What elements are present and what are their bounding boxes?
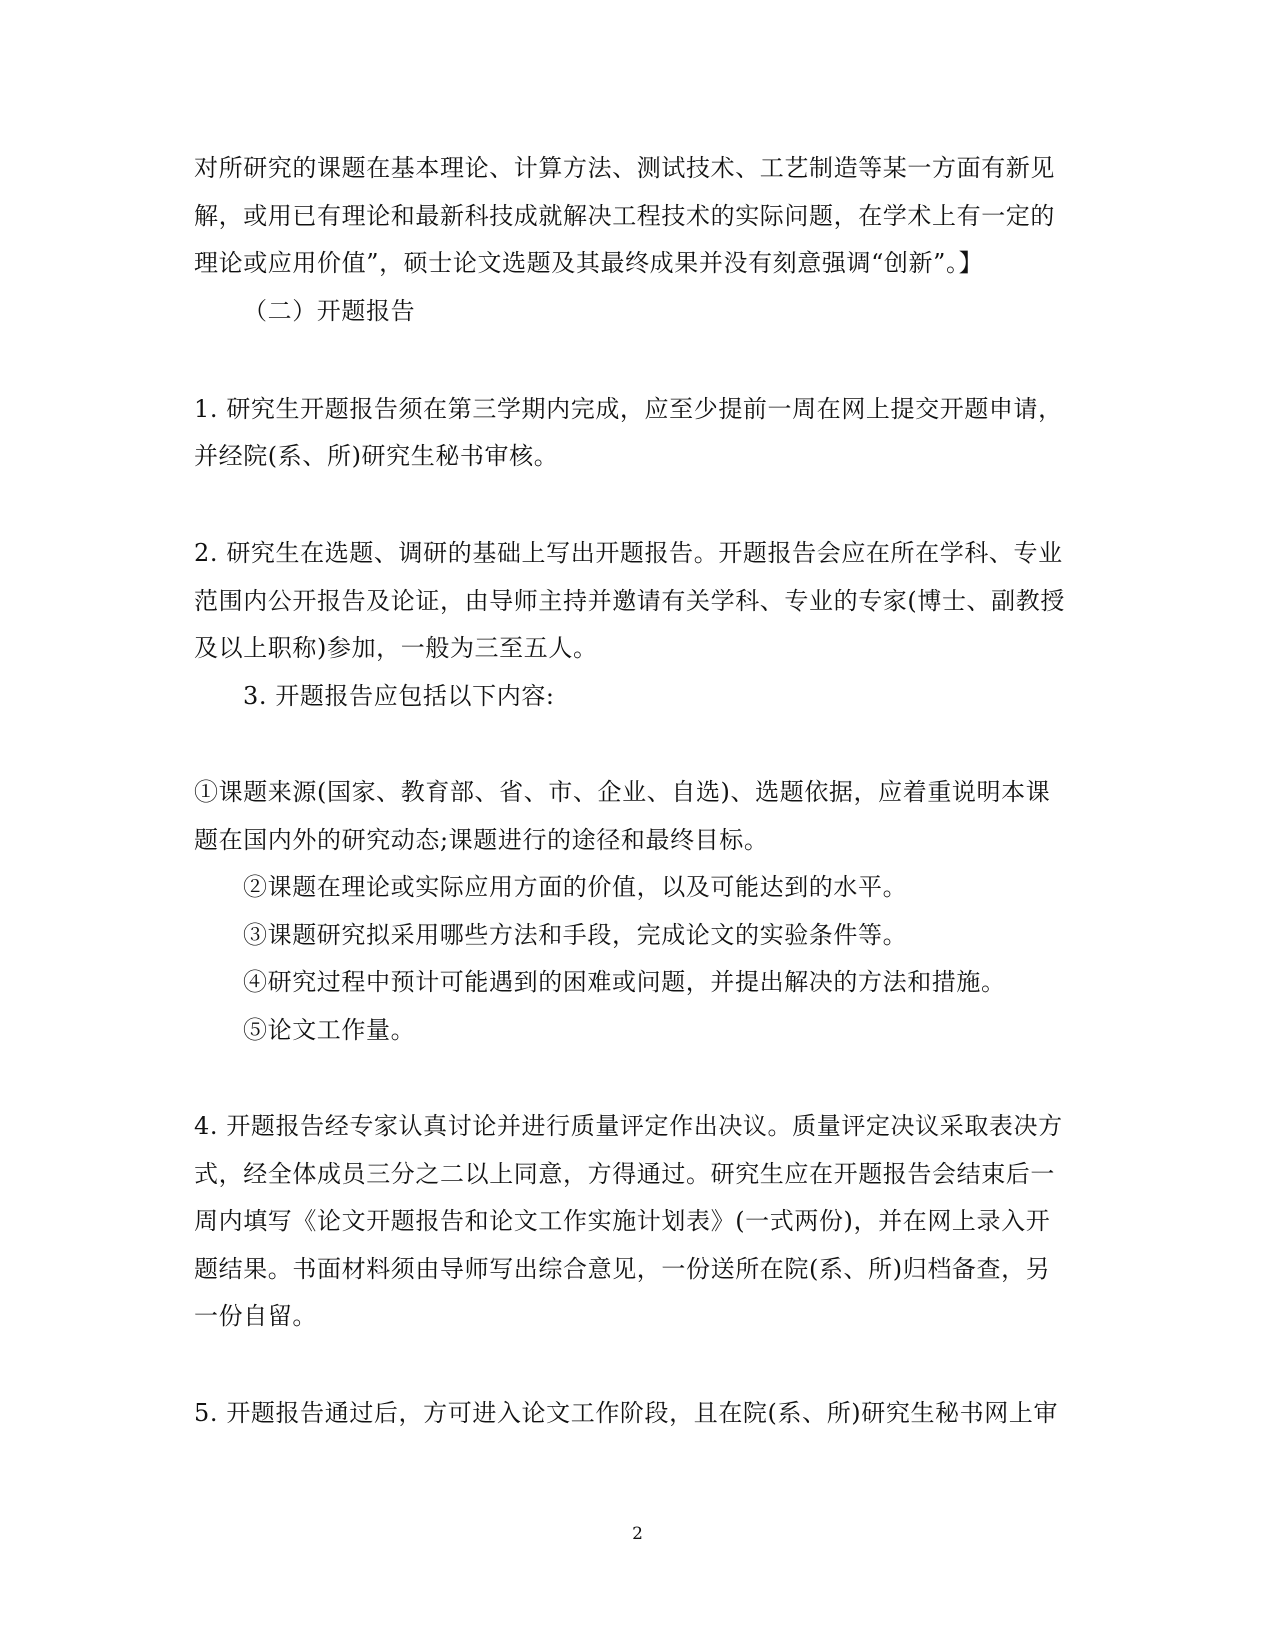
text-line: 周内填写《论文开题报告和论文工作实施计划表》(一式两份)，并在网上录入开	[194, 1207, 1051, 1235]
text-line: 1. 研究生开题报告须在第三学期内完成，应至少提前一周在网上提交开题申请，	[194, 395, 1063, 423]
text-line: 理论或应用价值”，硕士论文选题及其最终成果并没有刻意强调“创新”。】	[194, 249, 984, 277]
text-line: 一份自留。	[194, 1302, 317, 1330]
list-item: ⑤论文工作量。	[243, 1016, 416, 1044]
list-item: ①课题来源(国家、教育部、省、市、企业、自选)、选题依据，应着重说明本课	[194, 778, 1051, 806]
text-line: 题结果。书面材料须由导师写出综合意见，一份送所在院(系、所)归档备查，另	[194, 1255, 1051, 1283]
list-item: ②课题在理论或实际应用方面的价值，以及可能达到的水平。	[243, 873, 908, 901]
text-line: 并经院(系、所)研究生秘书审核。	[194, 442, 559, 470]
text-line: 4. 开题报告经专家认真讨论并进行质量评定作出决议。质量评定决议采取表决方	[194, 1112, 1063, 1140]
list-item: ④研究过程中预计可能遇到的困难或问题，并提出解决的方法和措施。	[243, 968, 1006, 996]
text-line: 式，经全体成员三分之二以上同意，方得通过。研究生应在开题报告会结束后一	[194, 1160, 1055, 1188]
text-line: 题在国内外的研究动态;课题进行的途径和最终目标。	[194, 826, 769, 854]
list-item: ③课题研究拟采用哪些方法和手段，完成论文的实验条件等。	[243, 921, 908, 949]
page-number: 2	[632, 1524, 643, 1544]
text-line: 及以上职称)参加，一般为三至五人。	[194, 634, 598, 662]
text-line: 解，或用已有理论和最新科技成就解决工程技术的实际问题，在学术上有一定的	[194, 202, 1055, 230]
text-line: 对所研究的课题在基本理论、计算方法、测试技术、工艺制造等某一方面有新见	[194, 154, 1055, 182]
text-line: 范围内公开报告及论证，由导师主持并邀请有关学科、专业的专家(博士、副教授	[194, 587, 1065, 615]
text-line: 3. 开题报告应包括以下内容:	[243, 682, 555, 710]
section-heading: （二）开题报告	[243, 297, 416, 325]
text-line: 2. 研究生在选题、调研的基础上写出开题报告。开题报告会应在所在学科、专业	[194, 539, 1063, 567]
text-line: 5. 开题报告通过后，方可进入论文工作阶段，且在院(系、所)研究生秘书网上审	[194, 1399, 1059, 1427]
